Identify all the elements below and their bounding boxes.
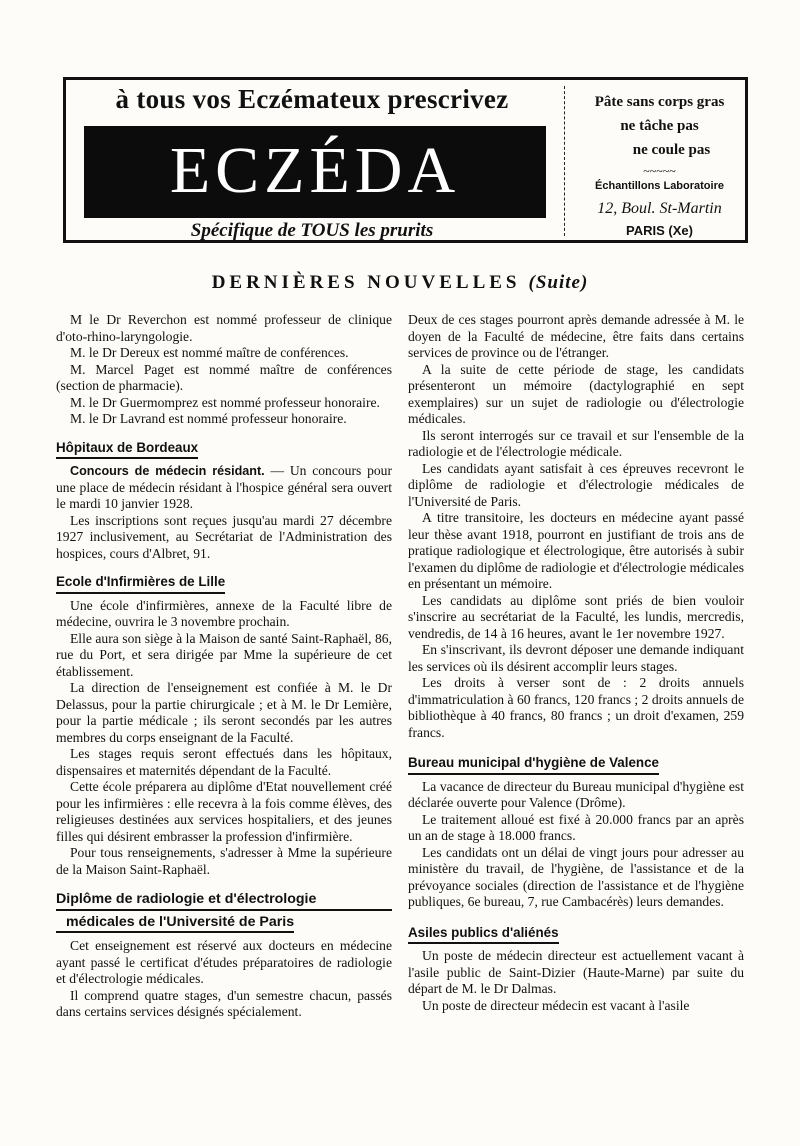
run-in-heading: Concours de médecin résidant. (70, 464, 265, 478)
page-title-text: DERNIÈRES NOUVELLES (211, 272, 521, 293)
section-heading-asiles-publics: Asiles publics d'aliénés (408, 925, 559, 945)
section-heading-hopitaux-bordeaux: Hôpitaux de Bordeaux (56, 440, 198, 460)
paragraph: A la suite de cette période de stage, les candidats présenteront un mémoire (dactylographié en sept exemplaires) sur un sujet de radiologie ou d'électrologie médicales. (408, 361, 744, 426)
ad-tagline: Spécifique de TOUS les prurits (190, 220, 434, 241)
paragraph: Un poste de directeur médecin est vacant à l'asile (422, 997, 690, 1013)
page-title (0, 272, 800, 294)
paragraph-text: — Un concours pour une place de médecin résidant à l'hospice général sera ouvert le mardi 10 janvier 1928. (56, 463, 392, 511)
ad-brand-banner (84, 126, 546, 218)
ad-address: 12, Boul. St-Martin (597, 200, 722, 217)
paragraph: M. le Dr Lavrand est nommé professeur honoraire. (70, 411, 347, 426)
paragraph: Les candidats ayant satisfait à ces épreuves recevront le diplôme de radiologie et d'électrologie médicales de l'Université de Paris. (408, 460, 744, 509)
paragraph: Cet enseignement est réservé aux docteurs en médecine ayant passé le certificat d'études préparatoires de radiologie et d'électrologie médicales. (56, 938, 392, 986)
paragraph: Cette école préparera au diplôme d'Etat nouvellement créé pour les infirmières : elle recevra à la fois comme élèves, des religieuses destinées aux services hospitaliers, et des jeunes filles qui désirent embrasser la profession d'infirmière. (56, 779, 392, 844)
ad-headline: à tous vos Eczémateux prescrivez (115, 84, 509, 114)
paragraph: La vacance de directeur du Bureau municipal d'hygiène est déclarée ouverte pour Valence (Drôme). (408, 778, 744, 810)
paragraph: Les candidats ont un délai de vingt jours pour adresser au ministère du travail, de l'hygiène, de l'assistance et de la prévoyance sociales (direction de l'assistance et de l'hygiène publiques, 6e bureau, 7, rue Cambacérès) leurs demandes. (408, 844, 744, 909)
paragraph: Pour tous renseignements, s'adresser à Mme la supérieure de la Maison Saint-Raphaël. (56, 845, 392, 877)
paragraph: Il comprend quatre stages, d'un semestre chacun, passés dans certains services désignés spécialement. (56, 987, 392, 1019)
paragraph: Les stages requis seront effectués dans les hôpitaux, dispensaires et maternités dépendant de la Faculté. (56, 746, 392, 778)
ad-city: PARIS (Xe) (626, 223, 693, 238)
paragraph: Les droits à verser sont de : 2 droits annuels d'immatriculation à 60 francs, 120 francs ; 2 droits annuels de bibliothèque à 40 francs, 80 francs ; un droit d'examen, 259 francs. (408, 675, 744, 740)
section-heading-bureau-hygiene-valence: Bureau municipal d'hygiène de Valence (408, 755, 659, 775)
section-heading-line-2: médicales de l'Université de Paris (56, 911, 294, 933)
ad-samples-label: Échantillons Laboratoire (595, 180, 724, 192)
page-title-suffix: (Suite) (528, 272, 589, 293)
paragraph: Un poste de médecin directeur est actuellement vacant à l'asile public de Saint-Dizier (Haute-Marne) par suite du départ de M. le Dr Dalmas. (408, 948, 744, 996)
paragraph: A titre transitoire, les docteurs en médecine ayant passé leur thèse avant 1918, pourront en justifiant de trois ans de pratique radiologique et électrologique, être autorisés à subir l'examen du diplôme de radiologie et d'électrologie médicales en présentant un mémoire. (408, 510, 744, 591)
ad-feature-1: Pâte sans corps gras (594, 94, 725, 110)
paragraph (56, 463, 392, 513)
paragraph: Le traitement alloué est fixé à 20.000 francs par an après un an de stage à 18.000 francs. (408, 811, 744, 843)
advertisement-box (63, 77, 748, 243)
ad-divider (564, 86, 565, 236)
paragraph: Elle aura son siège à la Maison de santé Saint-Raphaël, 86, rue du Port, et sera dirigée par Mme la supérieure de cet établissement. (56, 630, 392, 679)
section-heading-diplome-radiologie (56, 890, 392, 934)
left-column (56, 312, 392, 1021)
paragraph: M. Marcel Paget est nommé maître de conférences (section de pharmacie). (56, 361, 392, 393)
paragraph: En s'inscrivant, ils devront déposer une demande indiquant les services où ils désirent accomplir leurs stages. (408, 642, 744, 674)
section-heading-ecole-infirmieres: Ecole d'Infirmières de Lille (56, 574, 225, 594)
ad-feature-3: ne coule pas (632, 142, 711, 158)
right-column (408, 312, 744, 1014)
ad-feature-2: ne tâche pas (620, 118, 699, 134)
section-heading-line-1: Diplôme de radiologie et d'électrologie (56, 890, 392, 911)
paragraph: Deux de ces stages pourront après demande adressée à M. le doyen de la Faculté de médecine, être faits dans certains services de province ou de l'étranger. (408, 312, 744, 360)
ad-separator: ~~~~~ (643, 164, 676, 178)
paragraph: Les candidats au diplôme sont priés de bien vouloir s'inscrire au secrétariat de la Faculté, les lundis, mercredis, vendredis, de 14 à 16 heures, avant le 1er novembre 1927. (408, 592, 744, 641)
ad-right-panel (572, 80, 747, 240)
paragraph: M. le Dr Guermomprez est nommé professeur honoraire. (70, 394, 380, 410)
paragraph: Ils seront interrogés sur ce travail et sur l'ensemble de la radiologie et de l'électrologie médicale. (408, 427, 744, 459)
paragraph: Les inscriptions sont reçues jusqu'au mardi 27 décembre 1927 inclusivement, au Secrétariat de l'Administration des hospices, cours d'Albret, 91. (56, 512, 392, 561)
ad-brand-logo: ECZÉDA (169, 134, 461, 207)
paragraph: M le Dr Reverchon est nommé professeur de clinique d'oto-rhino-laryngologie. (56, 312, 392, 344)
ad-left-panel (66, 80, 558, 240)
paragraph: M. le Dr Dereux est nommé maître de conférences. (70, 345, 349, 360)
paragraph: Une école d'infirmières, annexe de la Faculté libre de médecine, ouvrira le 3 novembre prochain. (56, 597, 392, 629)
paragraph: La direction de l'enseignement est confiée à M. le Dr Delassus, pour la partie chirurgicale ; et à M. le Dr Lemière, pour la partie médicale ; ils seront secondés par les autres membres du corps enseignant de la Faculté. (56, 680, 392, 745)
